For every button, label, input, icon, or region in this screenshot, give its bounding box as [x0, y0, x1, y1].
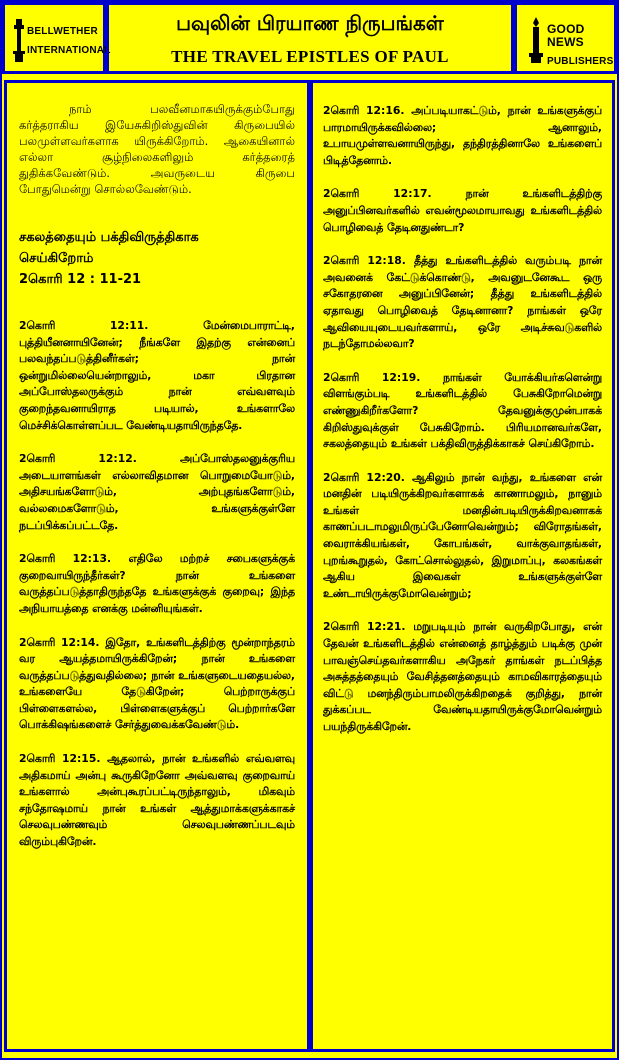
right-column [310, 80, 615, 1052]
good-news-logo-line2: PUBLISHERS [547, 56, 614, 67]
title-box [106, 2, 514, 74]
section-heading-line1: சகலத்தையும் பக்திவிருத்திகாக [19, 230, 199, 245]
section-heading-line2: செய்கிறோம் [19, 251, 94, 266]
verse-12-16: 2கொரி 12:16. அப்படியாகட்டும், நான் உங்களுக்குப் பாரமாயிருக்கவில்லை; ஆனாலும், உபாயமுள்ளவனாயிருந்து, தந்திரத்தினாலே உங்களைப் பிடித்தேனாம். [323, 104, 602, 167]
good-news-logo-line1: GOOD NEWS [547, 22, 585, 49]
bellwether-logo-text [27, 25, 111, 57]
verse-12-15: 2கொரி 12:15. ஆதலால், நான் உங்களில் எவ்வளவு அதிகமாய் அன்பு கூருகிறேனோ அவ்வளவு குறைவாய் உங்களால் அன்புகூரப்பட்டிருந்தாலும், மிகவும் சந்தோஷமாய் நான் உங்கள் ஆத்துமாக்களுக்காகச் செலவுபண்ணவும் செலவுபண்ணப்படவும் விரும்புகிறேன். [19, 752, 295, 849]
header [2, 2, 617, 78]
verse-12-11: 2கொரி 12:11. மேன்மைபாராட்டி, புத்தியீனனாயினேன்; நீங்களே இதற்கு என்னைப் பலவந்தப்படுத்தினீர்கள்; நான் ஒன்றுமில்லையென்றாலும், மகா பிரதான அப்போஸ்தலருக்கும் நான் எவ்வளவும் குறைந்தவனாயிராத படியால், உங்களாலே மெச்சிக்கொள்ளப்பட வேண்டியதாயிருந்ததே. [19, 319, 295, 432]
verse-12-12: 2கொரி 12:12. அப்போஸ்தலனுக்குரிய அடையாளங்கள் எல்லாவிதமான பொறுமையோடும், அதிசயங்களோடும், அற்புதங்களோடும், வல்லமைகளோடும், உங்களுக்குள்ளே நடப்பிக்கப்பட்டதே. [19, 452, 295, 532]
verse-12-14: 2கொரி 12:14. இதோ, உங்களிடத்திற்கு மூன்றாந்தரம் வர ஆயத்தமாயிருக்கிறேன்; நான் உங்களை வருத்தப்படுத்துவதில்லை; நான் உங்களுடையதையல்ல, உங்களையே தேடுகிறேன்; பெற்றாருக்குப் பிள்ளைகளல்ல, பிள்ளைகளுக்குப் பெற்றார்களே பொக்கிஷங்களைச் சேர்த்துவைக்கவேண்டும். [19, 635, 295, 732]
bellwether-logo-line1: BELLWETHER [27, 26, 98, 37]
verse-12-19: 2கொரி 12:19. நாங்கள் யோக்கியர்களென்று விளங்கும்படி உங்களிடத்தில் பேசுகிறோமென்று எண்ணுகிறீர்களோ? தேவனுக்குமுன்பாகக் கிறிஸ்துவுக்குள் பேசுகிறோம். பிரியமானவர்களே, சகலத்தையும் உங்கள் பக்திவிருத்திக்காகச் செய்கிறோம். [323, 370, 602, 451]
title-english: THE TRAVEL EPISTLES OF PAUL [171, 47, 449, 66]
verse-12-21: 2கொரி 12:21. மறுபடியும் நான் வருகிறபோது, என் தேவன் உங்களிடத்தில் என்னைத் தாழ்த்தும் படிக்கு முன் பாவஞ்செய்தவர்களாகிய அநேகர் தாங்கள் நடப்பித்த அசுத்தத்தையும் வேசித்தனத்தையும் காமவிகாரத்தையும் விட்டு மனந்திரும்பாமலிருக்கிறதைக் குறித்து, நான் துக்கப்பட வேண்டியதாயிருக்குமோவென்றும் பயந்திருக்கிறேன். [323, 620, 602, 733]
intro-paragraph: நாம் பலவீனமாகயிருக்கும்போது கர்த்தராகிய இயேசுகிறிஸ்துவின் கிருபையில் பலமுள்ளவர்களாக யிருக்கிறோம். ஆகையினால் எல்லா சூழ்நிலைகளிலும் கர்த்தரைத் துதிக்கவேண்டும். அவருடைய கிருபை போதுமென்று சொல்லவேண்டும். [19, 102, 295, 196]
bellwether-logo [2, 2, 111, 74]
verse-12-18: 2கொரி 12:18. தீத்து உங்களிடத்தில் வரும்படி நான் அவனைக் கேட்டுக்கொண்டு, அவனுடனேகூட ஒரு சகோதரனை அனுப்பினேன்; தீத்து உங்களிடத்தில் ஏதாவது பொழிவைத் தேடினானா? நாங்கள் ஒரே ஆவியையுடையவர்களாய், ஒரே அடிச்சுவடுகளில் நடந்தோமல்லவா? [323, 254, 602, 351]
bellwether-sheep-icon [11, 17, 27, 65]
left-column [4, 80, 310, 1052]
good-news-logo-text [547, 23, 619, 68]
good-news-logo [514, 2, 617, 74]
verse-12-13: 2கொரி 12:13. எதிலே மற்றச் சபைகளுக்குக் குறைவாயிருந்தீர்கள்? நான் உங்களை வருத்தப்படுத்தாதிருந்ததே உங்களுக்குக் குறைவு; இந்த அநியாயத்தை எனக்கு மன்னியுங்கள். [19, 552, 295, 615]
section-heading [19, 227, 295, 290]
verse-12-17: 2கொரி 12:17. நான் உங்களிடத்திற்கு அனுப்பினவர்களில் எவன்மூலமாயாவது உங்களிடத்தில் பொழிவைத் தேடினதுண்டா? [323, 187, 602, 234]
good-news-lamp-icon [527, 15, 545, 65]
title-tamil: பவுலின் பிரயாண நிருபங்கள் [176, 11, 444, 35]
verse-12-20: 2கொரி 12:20. ஆகிலும் நான் வந்து, உங்களை என் மனதின் படியிருக்கிறவர்களாகக் காணாமலும், நானும் உங்கள் மனதின்படியிருக்கிறவனாகக் காணப்படாமலுமிருப்பேனோவென்றும்; விரோதங்கள், வைராக்கியங்கள், கோபங்கள், வாக்குவாதங்கள், புறங்கூறுதல், கோட்சொல்லுதல், இறுமாப்பு, கலகங்கள் ஆகிய இவைகள் உங்களுக்குள்ளே உண்டாயிருக்குமோவென்றும்; [323, 470, 602, 600]
scripture-reference: 2கொரி 12 : 11-21 [19, 272, 142, 287]
bellwether-logo-line2: INTERNATIONAL [27, 45, 111, 56]
